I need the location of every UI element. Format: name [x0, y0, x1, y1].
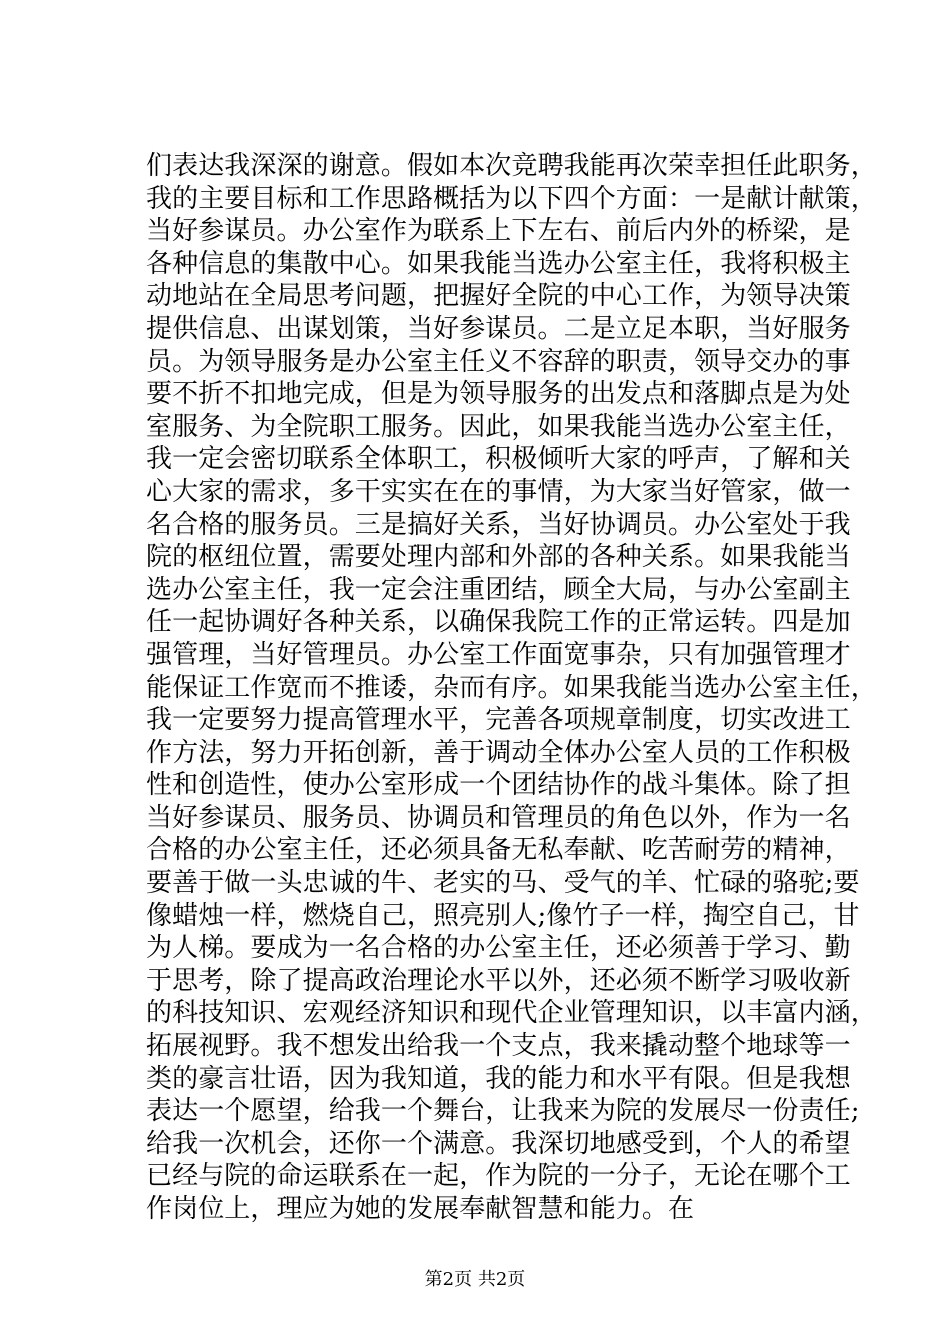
text-line: 各种信息的集散中心。如果我能当选办公室主任，我将积极主	[146, 248, 851, 279]
text-line: 性和创造性，使办公室形成一个团结协作的战斗集体。除了担	[146, 770, 851, 801]
text-line: 类的豪言壮语，因为我知道，我的能力和水平有限。但是我想	[146, 1063, 851, 1094]
text-line: 我的主要目标和工作思路概括为以下四个方面：一是献计献策，	[146, 183, 877, 214]
page-number-label: 第2页 共2页	[424, 1269, 526, 1290]
text-line: 当好参谋员。办公室作为联系上下左右、前后内外的桥梁，是	[146, 216, 851, 247]
text-line: 要善于做一头忠诚的牛、老实的马、受气的羊、忙碌的骆驼;要	[146, 868, 860, 899]
text-line: 拓展视野。我不想发出给我一个支点，我来撬动整个地球等一	[146, 1031, 851, 1062]
text-line: 的科技知识、宏观经济知识和现代企业管理知识，以丰富内涵，	[146, 998, 877, 1029]
page-footer	[0, 1268, 950, 1292]
text-line: 能保证工作宽而不推诿，杂而有序。如果我能当选办公室主任，	[146, 672, 877, 703]
text-line: 于思考，除了提高政治理论水平以外，还必须不断学习吸收新	[146, 965, 851, 996]
text-line: 作岗位上，理应为她的发展奉献智慧和能力。在	[146, 1194, 695, 1224]
text-line: 像蜡烛一样，燃烧自己，照亮别人;像竹子一样，掏空自己，甘	[146, 900, 860, 931]
text-line: 提供信息、出谋划策，当好参谋员。二是立足本职，当好服务	[146, 313, 851, 344]
text-line: 院的枢纽位置，需要处理内部和外部的各种关系。如果我能当	[146, 542, 851, 573]
text-line: 表达一个愿望，给我一个舞台，让我来为院的发展尽一份责任;	[146, 1096, 860, 1127]
text-line: 要不折不扣地完成，但是为领导服务的出发点和落脚点是为处	[146, 379, 851, 410]
text-line: 我一定会密切联系全体职工，积极倾听大家的呼声，了解和关	[146, 444, 851, 475]
text-line: 室服务、为全院职工服务。因此，如果我能当选办公室主任，	[146, 411, 851, 442]
text-line: 当好参谋员、服务员、协调员和管理员的角色以外，作为一名	[146, 802, 851, 833]
text-line: 给我一次机会，还你一个满意。我深切地感受到，个人的希望	[146, 1128, 851, 1159]
text-line: 名合格的服务员。三是搞好关系，当好协调员。办公室处于我	[146, 509, 851, 540]
text-line: 任一起协调好各种关系，以确保我院工作的正常运转。四是加	[146, 607, 851, 638]
text-line: 合格的办公室主任，还必须具备无私奉献、吃苦耐劳的精神，	[146, 835, 851, 866]
text-line: 我一定要努力提高管理水平，完善各项规章制度，切实改进工	[146, 705, 851, 736]
text-line: 员。为领导服务是办公室主任义不容辞的职责，领导交办的事	[146, 346, 851, 377]
text-line: 为人梯。要成为一名合格的办公室主任，还必须善于学习、勤	[146, 933, 851, 964]
text-line: 选办公室主任，我一定会注重团结，顾全大局，与办公室副主	[146, 574, 851, 605]
text-line: 们表达我深深的谢意。假如本次竞聘我能再次荣幸担任此职务，	[146, 151, 877, 181]
text-line: 强管理，当好管理员。办公室工作面宽事杂，只有加强管理才	[146, 639, 851, 670]
body-text	[146, 150, 877, 1226]
text-line: 已经与院的命运联系在一起，作为院的一分子，无论在哪个工	[146, 1161, 851, 1192]
text-line: 作方法，努力开拓创新，善于调动全体办公室人员的工作积极	[146, 737, 851, 768]
text-line: 心大家的需求，多干实实在在的事情，为大家当好管家，做一	[146, 476, 851, 507]
text-line: 动地站在全局思考问题，把握好全院的中心工作，为领导决策	[146, 281, 851, 312]
